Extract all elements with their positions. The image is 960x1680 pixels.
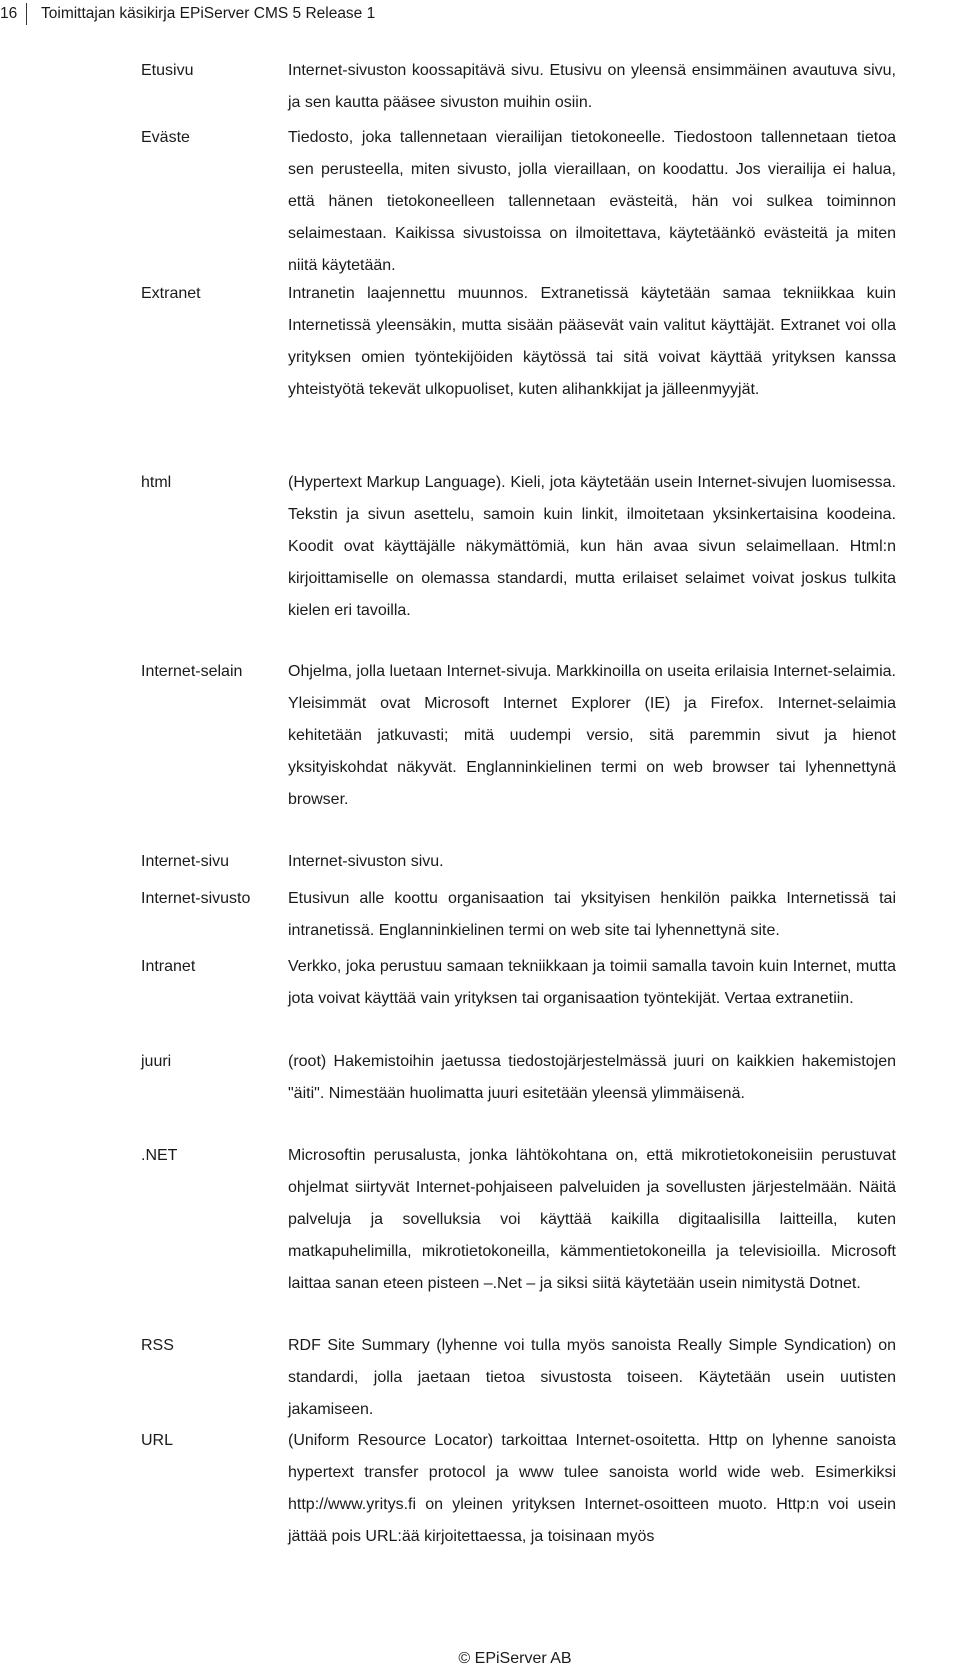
glossary-term: html <box>141 474 172 491</box>
glossary-definition: Microsoftin perusalusta, jonka lähtökohtana on, että mikrotietokoneisiin perustuvat ohjelmat siirtyvät Internet-pohjaiseen palveluiden ja sovellusten järjestelmään. Näitä palveluja ja sovelluksia voi käyttää kaikilla digitaalisilla laitteilla, kuten matkapuhelimilla, mikrotietokoneilla, kämmentietokoneilla ja televisioilla. Microsoft laittaa sanan eteen pisteen –.Net – ja siksi siitä käytetään usein nimitystä Dotnet. <box>288 1147 896 1292</box>
glossary-definition: Internet-sivuston sivu. <box>288 853 444 870</box>
glossary-term: Etusivu <box>141 62 194 79</box>
glossary-term: juuri <box>141 1053 172 1070</box>
running-header <box>0 3 375 25</box>
page-footer <box>0 1650 960 1668</box>
document-title: Toimittajan käsikirja EPiServer CMS 5 Release 1 <box>41 5 376 22</box>
header-divider <box>26 3 27 25</box>
glossary-definition: (root) Hakemistoihin jaetussa tiedostojärjestelmässä juuri on kaikkien hakemistojen "äiti". Nimestään huolimatta juuri esitetään yleensä ylimmäisenä. <box>288 1053 896 1102</box>
glossary-definition: Ohjelma, jolla luetaan Internet-sivuja. Markkinoilla on useita erilaisia Internet-selaimia. Yleisimmät ovat Microsoft Internet Explorer (IE) ja Firefox. Internet-selaimia kehitetään jatkuvasti; mitä uudempi versio, sitä paremmin sivut ja hienot yksityiskohdat näkyvät. Englanninkielinen termi on web browser tai lyhennettynä browser. <box>288 663 896 808</box>
glossary-definition: Etusivun alle koottu organisaation tai yksityisen henkilön paikka Internetissä tai intranetissä. Englanninkielinen termi on web site tai lyhennettynä site. <box>288 890 896 939</box>
glossary-definition: Internet-sivuston koossapitävä sivu. Etusivu on yleensä ensimmäinen avautuva sivu, ja sen kautta pääsee sivuston muihin osiin. <box>288 62 896 111</box>
copyright-notice: © EPiServer AB <box>458 1650 572 1667</box>
glossary-definition: Intranetin laajennettu muunnos. Extranetissä käytetään samaa tekniikkaa kuin Internetissä yleensäkin, mutta sisään pääsevät vain valitut käyttäjät. Extranet voi olla yrityksen omien työntekijöiden käytössä tai sitä voivat käyttää yrityksen kanssa yhteistyötä tekevät ulkopuoliset, kuten alihankkijat ja jälleenmyyjät. <box>288 285 896 398</box>
glossary-definition: Tiedosto, joka tallennetaan vierailijan tietokoneelle. Tiedostoon tallennetaan tietoa sen perusteella, miten sivusto, jolla vieraillaan, on koodattu. Jos vierailija ei halua, että hänen tietokoneelleen tallennetaan evästeitä, hän voi sulkea toiminnon selaimestaan. Kaikissa sivustoissa on ilmoitettava, käytetäänkö evästeitä ja miten niitä käytetään. <box>288 129 896 274</box>
glossary-definition: (Uniform Resource Locator) tarkoittaa Internet-osoitetta. Http on lyhenne sanoista hypertext transfer protocol ja www tulee sanoista world wide web. Esimerkiksi http://www.yritys.fi on yleinen yrityksen Internet-osoitteen muoto. Http:n voi usein jättää pois URL:ää kirjoitettaessa, ja toisinaan myös <box>288 1432 896 1545</box>
glossary-definition: RDF Site Summary (lyhenne voi tulla myös sanoista Really Simple Syndication) on standardi, jolla jaetaan tietoa sivustosta toiseen. Käytetään usein uutisten jakamiseen. <box>288 1337 896 1418</box>
glossary-term: URL <box>141 1432 174 1449</box>
glossary-term: RSS <box>141 1337 174 1354</box>
glossary-term: Internet-sivusto <box>141 890 251 907</box>
glossary-term: Internet-selain <box>141 663 243 680</box>
glossary-term: Eväste <box>141 129 190 146</box>
glossary-definition: (Hypertext Markup Language). Kieli, jota käytetään usein Internet-sivujen luomisessa. Tekstin ja sivun asettelu, samoin kuin linkit, ilmoitetaan yksinkertaisina koodeina. Koodit ovat käyttäjälle näkymättömiä, kun hän avaa sivun selaimellaan. Html:n kirjoittamiselle on olemassa standardi, mutta erilaiset selaimet voivat joskus tulkita kielen eri tavoilla. <box>288 474 896 619</box>
glossary-definition: Verkko, joka perustuu samaan tekniikkaan ja toimii samalla tavoin kuin Internet, mutta jota voivat käyttää vain yrityksen tai organisaation työntekijät. Vertaa extranetiin. <box>288 958 896 1007</box>
page-number: 16 <box>0 5 18 22</box>
glossary-term: Internet-sivu <box>141 853 230 870</box>
glossary-term: .NET <box>141 1147 178 1164</box>
glossary-term: Extranet <box>141 285 201 302</box>
glossary-term: Intranet <box>141 958 196 975</box>
